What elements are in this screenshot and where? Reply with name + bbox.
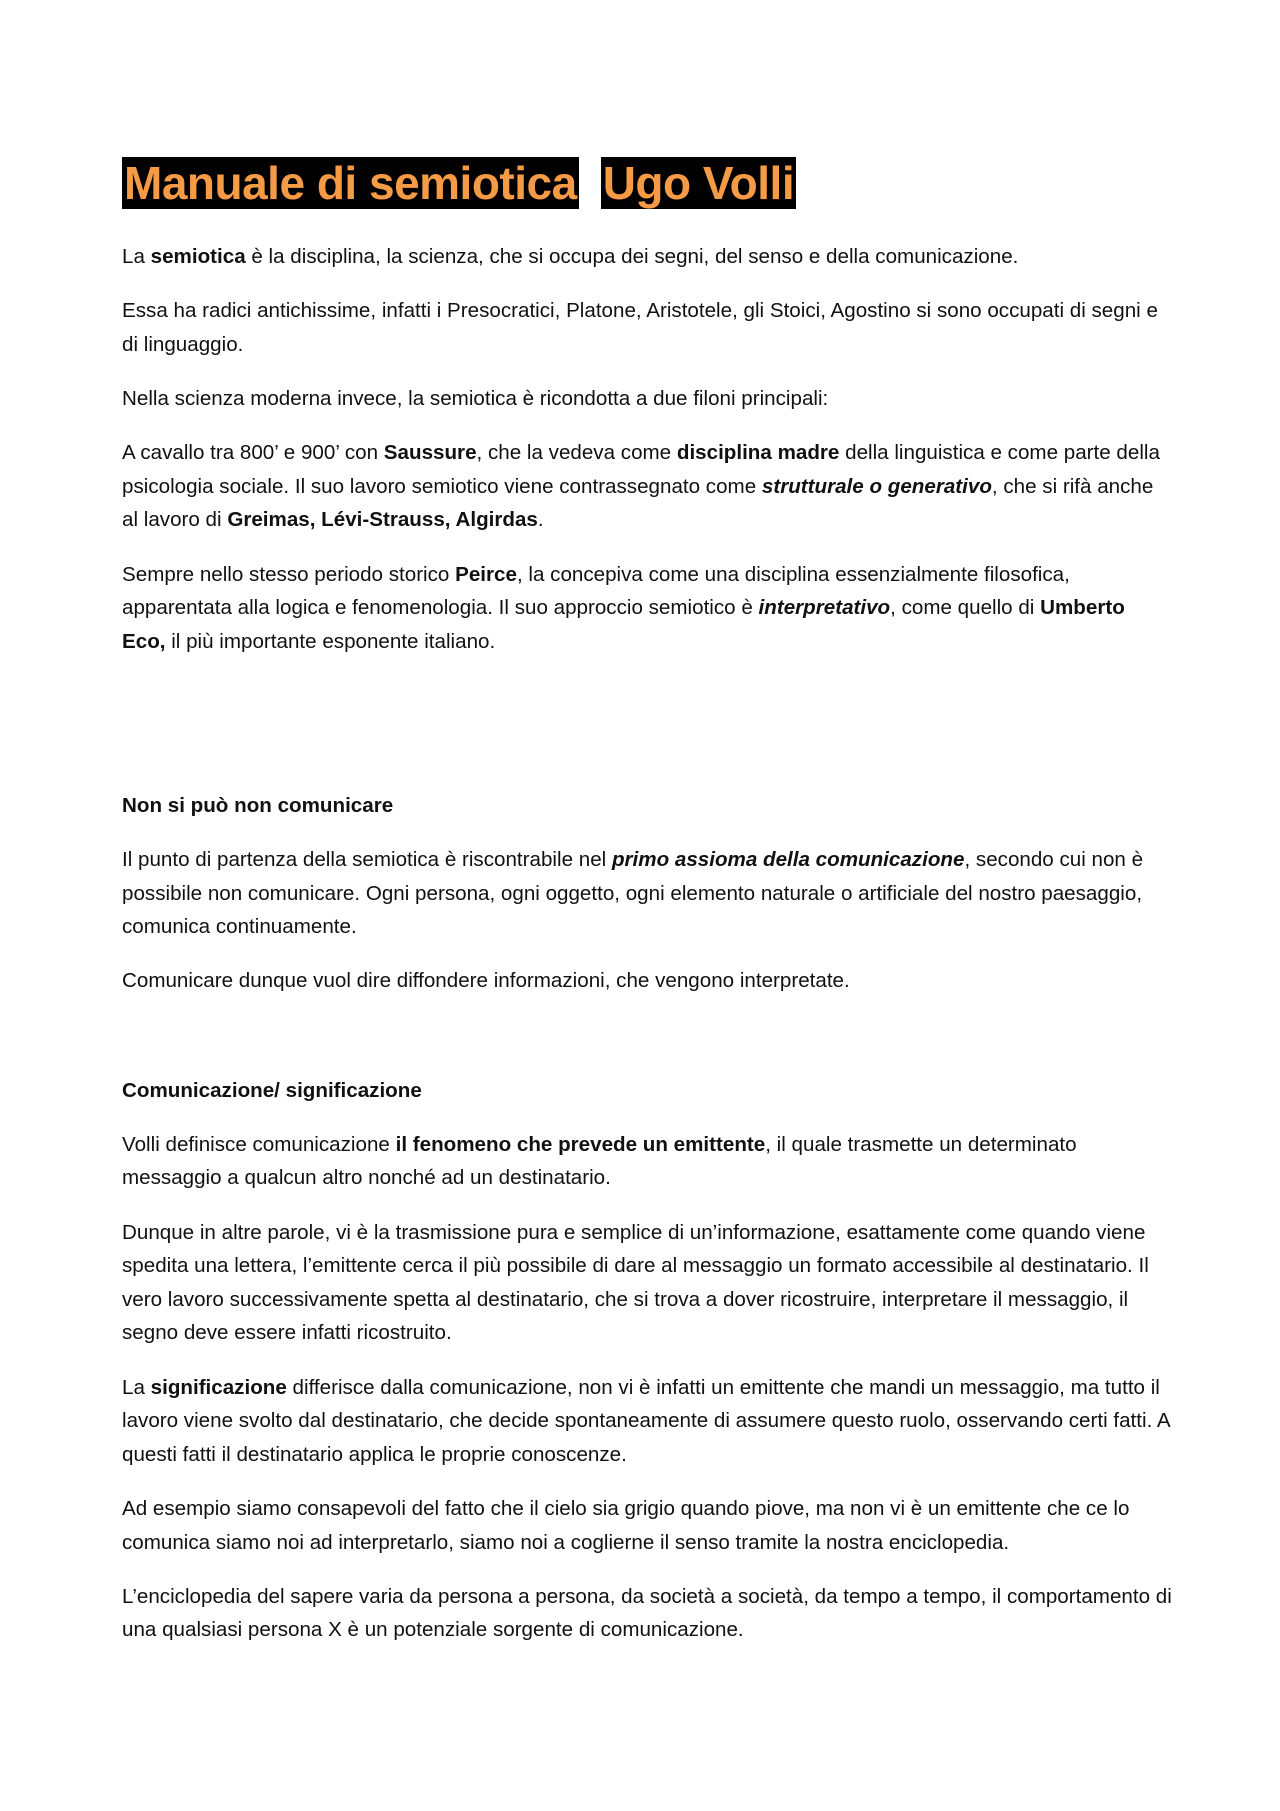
intro-paragraph-1 (122, 240, 1172, 274)
text-run: , la concepiva come una disciplina essenzialmente filosofica, apparentata alla logica e fenomenologia. Il suo approccio semiotico è (122, 562, 1070, 620)
blank-space (122, 1019, 1172, 1074)
text-run: , che si rifà anche al lavoro di (122, 474, 1154, 532)
title-part-2: Ugo Volli (602, 157, 795, 209)
section-heading-non-si-puo: Non si può non comunicare (122, 793, 394, 817)
section2-paragraph-2: Dunque in altre parole, vi è la trasmissione pura e semplice di un’informazione, esattamente come quando viene spedita una lettera, l’emittente cerca il più possibile di dare al messaggio un formato accessibile al destinatario. Il vero lavoro successivamente spetta al destinatario, che si trova a dover ricostruire, interpretare il messaggio, il segno deve essere infatti ricostruito. (122, 1220, 1149, 1345)
text-run: Il punto di partenza della semiotica è riscontrabile nel (122, 848, 612, 872)
intro-paragraph-3: Nella scienza moderna invece, la semiotica è ricondotta a due filoni principali: (122, 386, 829, 410)
section-heading-comunicazione: Comunicazione/ significazione (122, 1078, 422, 1102)
document-title (122, 152, 1172, 214)
text-run: della linguistica e come parte della psicologia sociale. Il suo lavoro semiotico viene contrassegnato come (122, 441, 1160, 498)
section2-paragraph-3 (122, 1371, 1172, 1472)
bold-italic-term-assioma: primo assioma della comunicazione (611, 848, 965, 872)
text-run: Sempre nello stesso periodo storico (122, 562, 456, 586)
text-run: Volli definisce comunicazione (122, 1132, 396, 1156)
intro-paragraph-4 (122, 436, 1172, 537)
section2-paragraph-4: Ad esempio siamo consapevoli del fatto che il cielo sia grigio quando piove, ma non vi è un emittente che ce lo comunica siamo noi ad interpretarlo, siamo noi a coglierne il senso tramite la nostra enciclopedia. (122, 1496, 1130, 1554)
intro-paragraph-5 (122, 558, 1172, 659)
text-run: , come quello di (890, 596, 1041, 620)
text-run: , il quale trasmette un determinato messaggio a qualcun altro nonché ad un destinatario. (122, 1132, 1077, 1190)
bold-term-disciplina-madre: disciplina madre (676, 441, 840, 465)
section1-paragraph-1 (122, 843, 1172, 944)
text-run: . (537, 508, 544, 532)
bold-term-significazione: significazione (150, 1375, 287, 1399)
bold-term-peirce: Peirce (455, 562, 517, 586)
section2-paragraph-5: L’enciclopedia del sapere varia da persona a persona, da società a società, da tempo a tempo, il comportamento di una qualsiasi persona X è un potenziale sorgente di comunicazione. (122, 1584, 1172, 1642)
section1-paragraph-2: Comunicare dunque vuol dire diffondere informazioni, che vengono interpretate. (122, 969, 850, 993)
bold-term-umberto-eco: Umberto Eco, (122, 596, 1125, 653)
bold-term-fenomeno: il fenomeno che prevede un emittente (395, 1132, 766, 1156)
document-page (122, 152, 1172, 1668)
text-run: A cavallo tra 800’ e 900’ con (122, 441, 384, 465)
bold-term-greimas: Greimas, Lévi-Strauss, Algirdas (227, 508, 538, 532)
text-run: il più importante esponente italiano. (165, 629, 496, 653)
text-run: differisce dalla comunicazione, non vi è infatti un emittente che mandi un messaggio, ma tutto il lavoro viene svolto dal destinatario, che decide spontaneamente di assumere questo ruolo, osservando certi fatti. A questi fatti il destinatario applica le proprie conoscenze. (122, 1375, 1170, 1466)
section2-paragraph-1 (122, 1128, 1172, 1195)
title-part-1: Manuale di semiotica (124, 157, 577, 209)
text-run: , che la vedeva come (476, 441, 677, 465)
blank-space (122, 679, 1172, 789)
text-run: , secondo cui non è possibile non comunicare. Ogni persona, ogni oggetto, ogni elemento naturale o artificiale del nostro paesaggio, comunica continuamente. (122, 848, 1144, 939)
bold-term-saussure: Saussure (383, 441, 477, 465)
text-run: La (122, 1375, 151, 1399)
text-run: La (122, 245, 151, 268)
bold-term-semiotica: semiotica (150, 245, 246, 268)
bold-italic-term-interpretativo: interpretativo (758, 596, 891, 620)
text-run: è la disciplina, la scienza, che si occupa dei segni, del senso e della comunicazione. (245, 245, 1019, 268)
intro-paragraph-2: Essa ha radici antichissime, infatti i Presocratici, Platone, Aristotele, gli Stoici, Agostino si sono occupati di segni e di linguaggio. (122, 299, 1158, 356)
bold-italic-term-strutturale: strutturale o generativo (761, 474, 992, 498)
